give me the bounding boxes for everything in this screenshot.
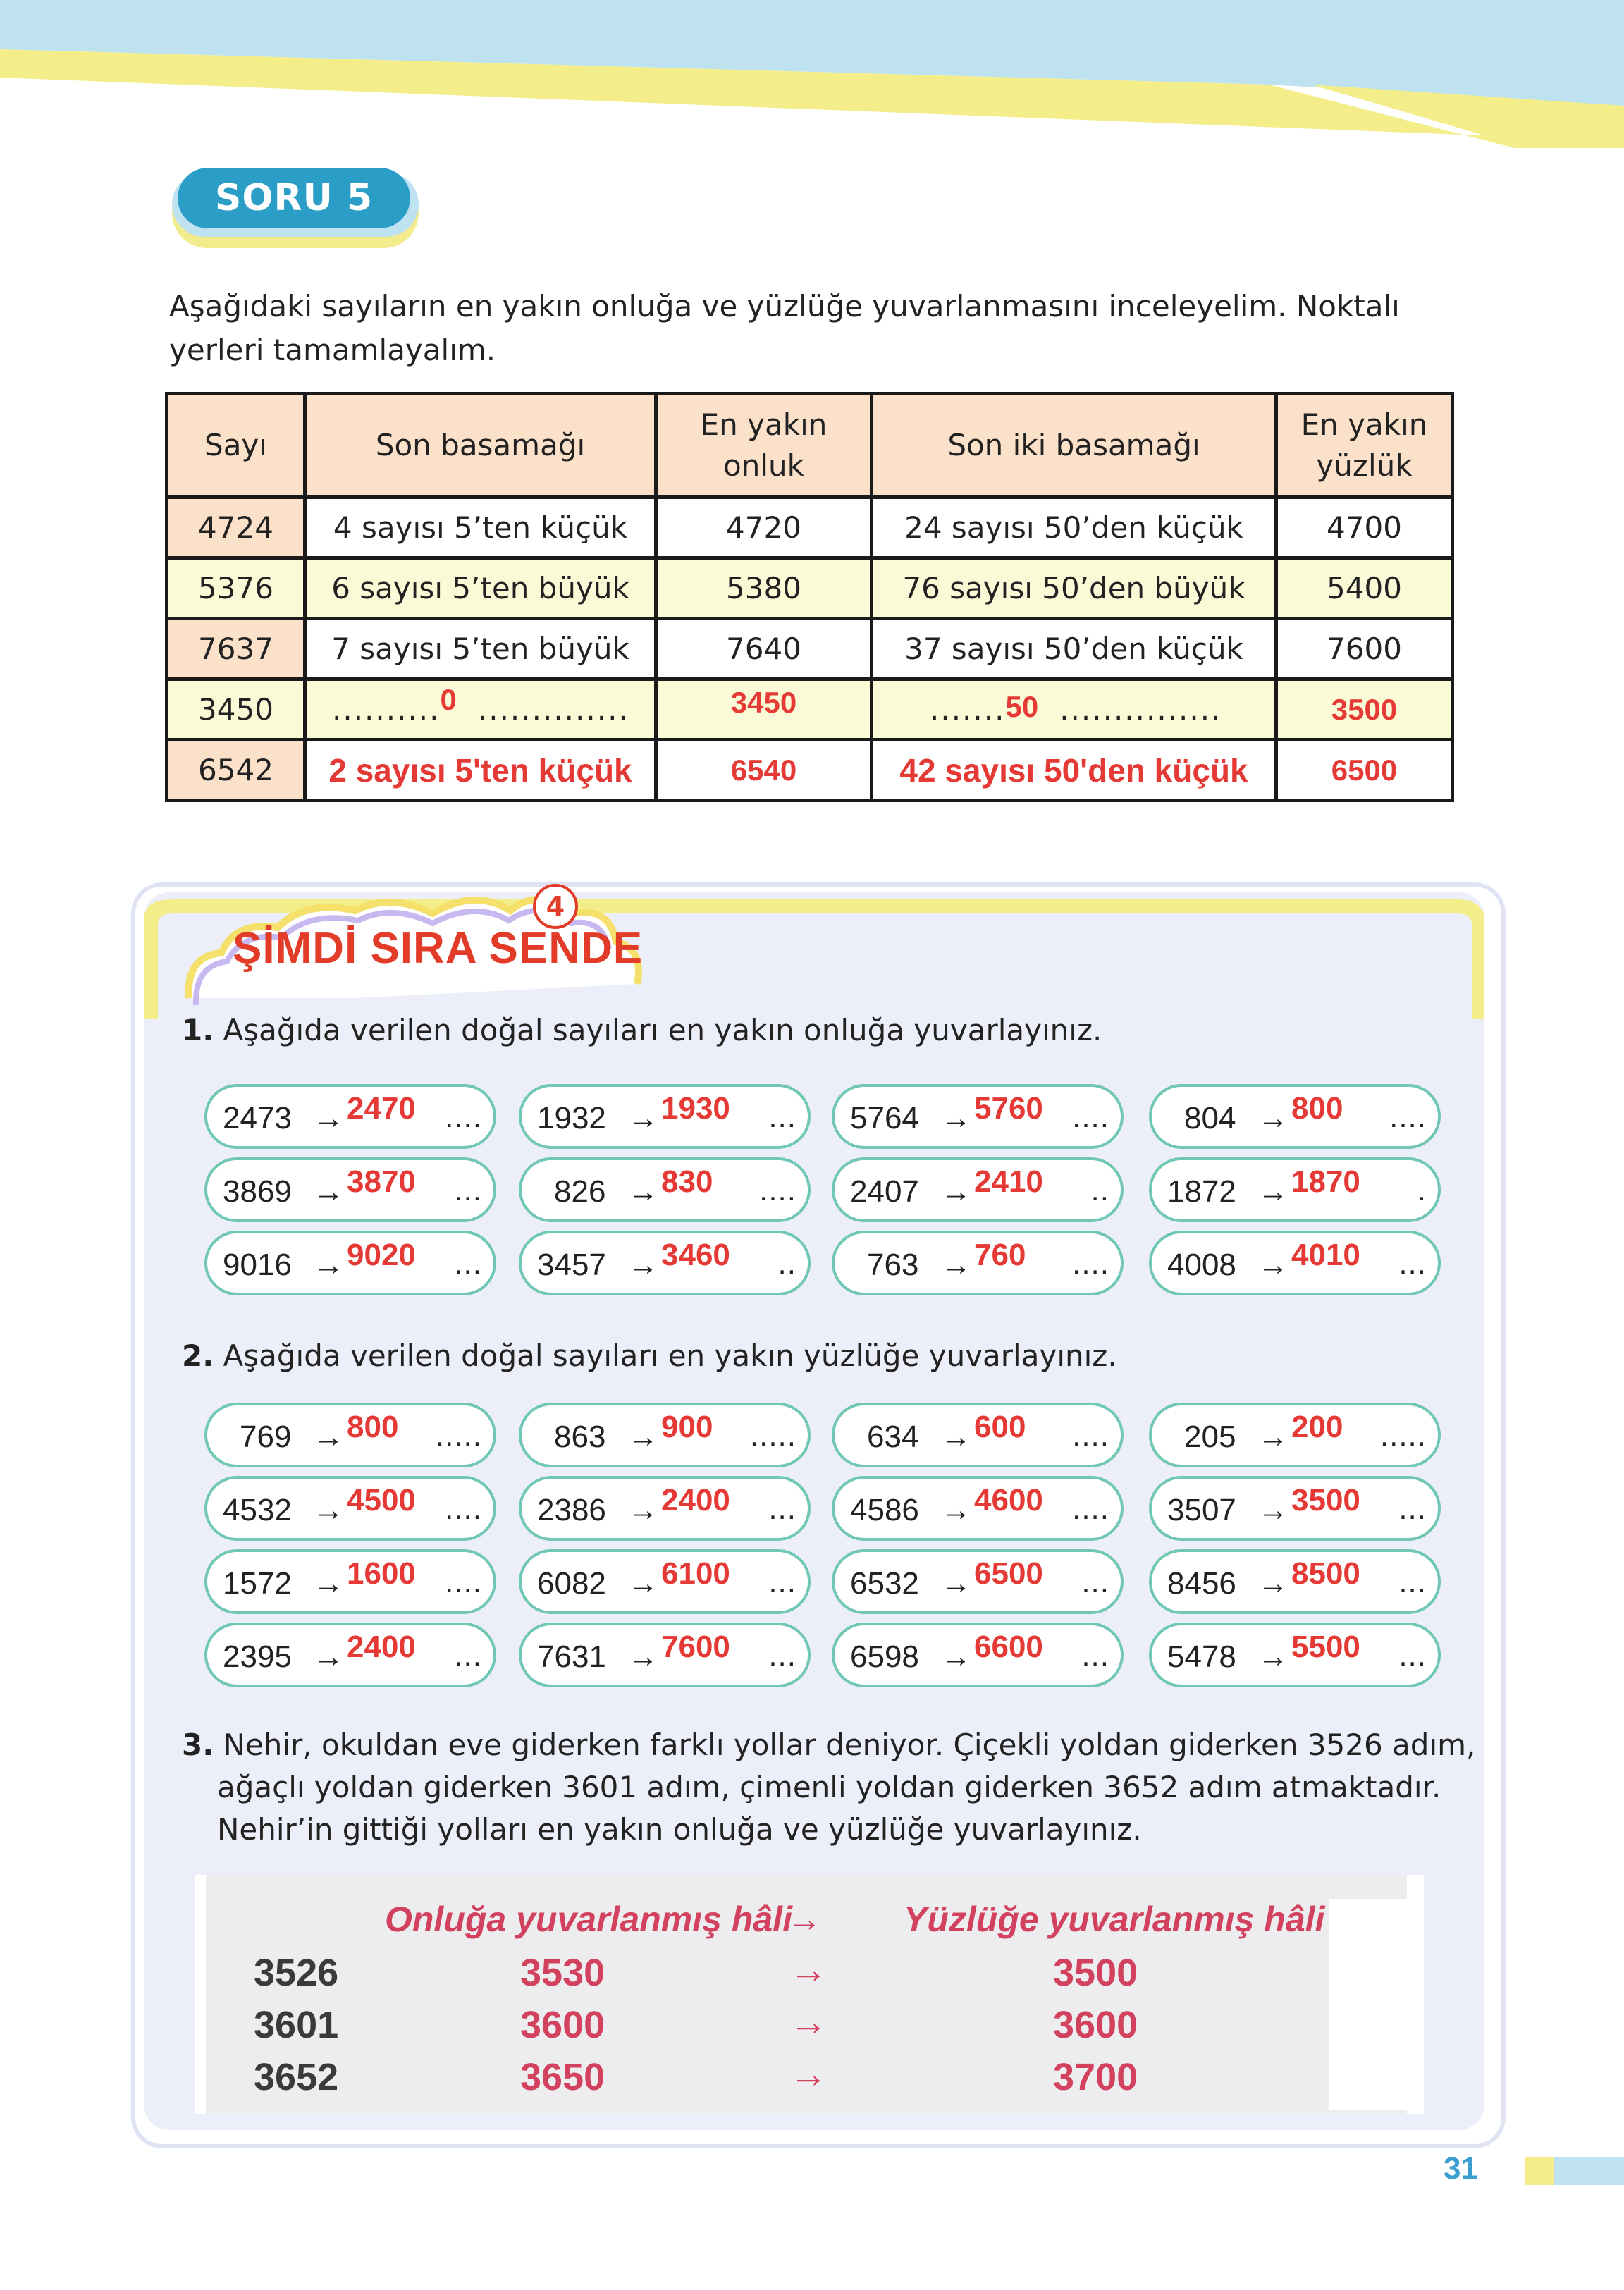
item-number: 5764 xyxy=(850,1101,919,1135)
q3-header-onluk: Onluğa yuvarlanmış hâli xyxy=(385,1900,792,1939)
item-answer: 800 xyxy=(1291,1091,1343,1126)
q3-row-arrow: → xyxy=(789,2053,828,2095)
item-dots: ... xyxy=(1398,1246,1427,1281)
arrow-icon: → xyxy=(1257,1493,1288,1527)
item-answer: 2410 xyxy=(974,1164,1043,1199)
arrow-icon: → xyxy=(1257,1566,1288,1601)
header-en-yakin-onluk: En yakın onluk xyxy=(656,394,872,498)
item-dots: ..... xyxy=(1379,1418,1427,1453)
question-1 xyxy=(182,1009,1102,1052)
q3-row-yuzluk: 3700 xyxy=(1053,2056,1138,2098)
rounding-item[interactable] xyxy=(1149,1549,1441,1614)
arrow-icon: → xyxy=(940,1174,971,1209)
q3-answer-table xyxy=(195,1875,1424,2114)
question-3 xyxy=(182,1724,1486,1851)
arrow-icon: → xyxy=(940,1493,971,1527)
question-1-text: Aşağıda verilen doğal sayıları en yakın onluğa yuvarlayınız. xyxy=(223,1013,1102,1047)
item-dots: ... xyxy=(768,1491,796,1526)
q3-row-number: 3652 xyxy=(254,2056,339,2098)
item-dots: .. xyxy=(777,1246,796,1281)
item-dots: ... xyxy=(454,1246,482,1281)
rounding-item[interactable] xyxy=(519,1476,811,1541)
question-2-text: Aşağıda verilen doğal sayıları en yakın yüzlüğe yuvarlayınız. xyxy=(223,1338,1117,1373)
rounding-item[interactable] xyxy=(1149,1084,1441,1149)
cell-soniki-fill[interactable]: 42 sayısı 50'den küçük xyxy=(872,740,1277,801)
arrow-icon: → xyxy=(1257,1639,1288,1674)
item-answer: 1600 xyxy=(347,1556,416,1591)
item-answer: 9020 xyxy=(347,1238,416,1272)
item-number: 769 xyxy=(240,1420,292,1454)
badge-number: 4 xyxy=(533,884,578,929)
arrow-icon: → xyxy=(313,1420,344,1454)
cell-sayi: 7637 xyxy=(167,619,305,679)
arrow-icon: → xyxy=(940,1566,971,1601)
table-row xyxy=(167,558,1453,619)
item-number: 6532 xyxy=(850,1566,919,1601)
item-answer: 1930 xyxy=(661,1091,730,1126)
item-number: 863 xyxy=(554,1420,606,1454)
arrow-icon: → xyxy=(627,1101,658,1135)
item-dots: .... xyxy=(445,1491,482,1526)
rounding-item[interactable] xyxy=(519,1157,811,1222)
question-3-number: 3. xyxy=(182,1728,214,1762)
rounding-item[interactable] xyxy=(832,1403,1124,1467)
item-dots: .... xyxy=(445,1565,482,1599)
item-answer: 2400 xyxy=(347,1630,416,1664)
item-answer: 800 xyxy=(347,1410,399,1444)
item-number: 2473 xyxy=(223,1101,292,1135)
item-answer: 5760 xyxy=(974,1091,1043,1126)
item-number: 3507 xyxy=(1167,1493,1236,1527)
item-answer: 5500 xyxy=(1291,1630,1360,1664)
rounding-item[interactable] xyxy=(519,1549,811,1614)
arrow-icon: → xyxy=(313,1101,344,1135)
rounding-item[interactable] xyxy=(204,1157,496,1222)
item-number: 9016 xyxy=(223,1248,292,1282)
arrow-icon: → xyxy=(940,1639,971,1674)
q3-row-yuzluk: 3500 xyxy=(1053,1952,1138,1994)
cell-yuzluk: 4700 xyxy=(1277,498,1453,558)
header-en-yakin-yuzluk: En yakın yüzlük xyxy=(1277,394,1453,498)
arrow-icon: → xyxy=(940,1101,971,1135)
item-dots: ... xyxy=(1398,1638,1427,1673)
table-row xyxy=(167,740,1453,801)
q3-row-onluk: 3650 xyxy=(520,2056,605,2098)
cell-sayi: 6542 xyxy=(167,740,305,801)
rounding-item[interactable] xyxy=(1149,1403,1441,1467)
rounding-item[interactable] xyxy=(204,1084,496,1149)
rounding-item[interactable] xyxy=(519,1231,811,1295)
item-number: 4008 xyxy=(1167,1248,1236,1282)
arrow-icon: → xyxy=(1257,1248,1288,1282)
panel-title: ŞİMDİ SIRA SENDE xyxy=(233,924,644,973)
item-dots: .... xyxy=(759,1173,796,1207)
cell-onluk-fill[interactable]: 3450 xyxy=(656,679,872,740)
question-3-text: Nehir, okuldan eve giderken farklı yollar deniyor. Çiçekli yoldan giderken 3526 adım, ağaçlı yoldan giderken 3601 adım, çimenli yoldan giderken 3652 adım atmaktadır. Nehir’in gittiği yolları en yakın onluğa ve yüzlüğe yuvarlayınız. xyxy=(217,1728,1476,1847)
item-number: 1572 xyxy=(223,1566,292,1601)
table-row xyxy=(167,619,1453,679)
item-dots: .... xyxy=(1389,1100,1427,1134)
item-number: 634 xyxy=(867,1420,919,1454)
item-dots: ... xyxy=(454,1638,482,1673)
cell-sayi: 4724 xyxy=(167,498,305,558)
item-answer: 2400 xyxy=(661,1483,730,1518)
q3-header-yuzluk: Yüzlüğe yuvarlanmış hâli xyxy=(904,1900,1325,1939)
arrow-icon: → xyxy=(627,1493,658,1527)
item-dots: ... xyxy=(768,1565,796,1599)
arrow-icon: → xyxy=(313,1493,344,1527)
rounding-item[interactable] xyxy=(832,1157,1124,1222)
item-number: 763 xyxy=(867,1248,919,1282)
q3-row-arrow: → xyxy=(789,1949,828,1991)
item-answer: 4010 xyxy=(1291,1238,1360,1272)
item-answer: 7600 xyxy=(661,1630,730,1664)
item-number: 6598 xyxy=(850,1639,919,1674)
arrow-icon: → xyxy=(940,1248,971,1282)
item-answer: 6100 xyxy=(661,1556,730,1591)
item-answer: 6500 xyxy=(974,1556,1043,1591)
question-2-number: 2. xyxy=(182,1338,214,1373)
item-number: 4586 xyxy=(850,1493,919,1527)
item-number: 205 xyxy=(1184,1420,1236,1454)
item-answer: 900 xyxy=(661,1410,713,1444)
rounding-item[interactable] xyxy=(519,1403,811,1467)
item-number: 4532 xyxy=(223,1493,292,1527)
rounding-item[interactable] xyxy=(204,1476,496,1541)
cell-yuzluk-fill[interactable]: 3500 xyxy=(1277,679,1453,740)
item-number: 2407 xyxy=(850,1174,919,1209)
cell-soniki: 24 sayısı 50’den küçük xyxy=(872,498,1277,558)
rounding-item[interactable] xyxy=(1149,1476,1441,1541)
arrow-icon: → xyxy=(627,1639,658,1674)
item-number: 1872 xyxy=(1167,1174,1236,1209)
rounding-item[interactable] xyxy=(1149,1157,1441,1222)
header-sayi: Sayı xyxy=(167,394,305,498)
arrow-icon: → xyxy=(313,1174,344,1209)
rounding-table xyxy=(165,392,1454,802)
item-dots: .... xyxy=(445,1100,482,1134)
item-answer: 4500 xyxy=(347,1483,416,1518)
item-number: 3869 xyxy=(223,1174,292,1209)
item-dots: ... xyxy=(768,1100,796,1134)
rounding-item[interactable] xyxy=(519,1084,811,1149)
item-number: 7631 xyxy=(537,1639,606,1674)
header-son-basamak: Son basamağı xyxy=(305,394,656,498)
arrow-icon: → xyxy=(1257,1101,1288,1135)
item-answer: 3870 xyxy=(347,1164,416,1199)
item-number: 5478 xyxy=(1167,1639,1236,1674)
q3-row-number: 3526 xyxy=(254,1952,339,1994)
item-answer: 600 xyxy=(974,1410,1026,1444)
arrow-icon: → xyxy=(627,1420,658,1454)
item-dots: .... xyxy=(1072,1246,1109,1281)
page-strip xyxy=(1525,2157,1554,2185)
cell-son-fill[interactable]: ..........0 .............. xyxy=(305,679,656,740)
rounding-item[interactable] xyxy=(1149,1623,1441,1687)
table-row xyxy=(167,679,1453,740)
item-number: 8456 xyxy=(1167,1566,1236,1601)
item-number: 826 xyxy=(554,1174,606,1209)
top-decorative-band xyxy=(0,0,1624,148)
page-strip xyxy=(1554,2157,1624,2185)
rounding-item[interactable] xyxy=(204,1549,496,1614)
cell-onluk: 5380 xyxy=(656,558,872,619)
rounding-item[interactable] xyxy=(204,1403,496,1467)
rounding-item[interactable] xyxy=(832,1549,1124,1614)
rounding-item[interactable] xyxy=(832,1231,1124,1295)
item-dots: .... xyxy=(1072,1100,1109,1134)
cell-son: 6 sayısı 5’ten büyük xyxy=(305,558,656,619)
item-answer: 2470 xyxy=(347,1091,416,1126)
rounding-item[interactable] xyxy=(832,1623,1124,1687)
q3-row-number: 3601 xyxy=(254,2004,339,2046)
item-dots: ..... xyxy=(435,1418,482,1453)
arrow-icon: → xyxy=(313,1566,344,1601)
cell-sayi: 5376 xyxy=(167,558,305,619)
item-answer: 8500 xyxy=(1291,1556,1360,1591)
cell-soniki-fill[interactable]: .......50 ............... xyxy=(872,679,1277,740)
q3-row-yuzluk: 3600 xyxy=(1053,2004,1138,2046)
item-answer: 3460 xyxy=(661,1238,730,1272)
item-dots: .... xyxy=(1072,1418,1109,1453)
intro-text: Aşağıdaki sayıların en yakın onluğa ve yüzlüğe yuvarlanmasını inceleyelim. Noktalı yerleri tamamlayalım. xyxy=(169,289,1400,367)
arrow-icon: → xyxy=(627,1566,658,1601)
item-answer: 4600 xyxy=(974,1483,1043,1518)
rounding-item[interactable] xyxy=(204,1623,496,1687)
item-answer: 830 xyxy=(661,1164,713,1199)
item-dots: ... xyxy=(1398,1565,1427,1599)
item-answer: 760 xyxy=(974,1238,1026,1272)
cell-yuzluk: 5400 xyxy=(1277,558,1453,619)
rounding-item[interactable] xyxy=(204,1231,496,1295)
item-number: 1932 xyxy=(537,1101,606,1135)
item-answer: 3500 xyxy=(1291,1483,1360,1518)
cell-yuzluk-fill[interactable]: 6500 xyxy=(1277,740,1453,801)
item-dots: ... xyxy=(454,1173,482,1207)
item-dots: ..... xyxy=(749,1418,796,1453)
item-dots: ... xyxy=(1398,1491,1427,1526)
cell-onluk: 4720 xyxy=(656,498,872,558)
cell-sayi: 3450 xyxy=(167,679,305,740)
rounding-item[interactable] xyxy=(832,1476,1124,1541)
table-row xyxy=(167,498,1453,558)
arrow-icon: → xyxy=(1257,1420,1288,1454)
item-dots: ... xyxy=(768,1638,796,1673)
item-number: 2395 xyxy=(223,1639,292,1674)
rounding-item[interactable] xyxy=(1149,1231,1441,1295)
item-dots: ... xyxy=(1081,1565,1109,1599)
cell-son: 4 sayısı 5’ten küçük xyxy=(305,498,656,558)
arrow-icon: → xyxy=(940,1420,971,1454)
page-number: 31 xyxy=(1444,2151,1478,2186)
item-answer: 6600 xyxy=(974,1630,1043,1664)
question-2 xyxy=(182,1335,1117,1377)
item-number: 804 xyxy=(1184,1101,1236,1135)
arrow-icon: → xyxy=(313,1639,344,1674)
item-answer: 1870 xyxy=(1291,1164,1360,1199)
item-dots: . xyxy=(1417,1173,1427,1207)
item-number: 2386 xyxy=(537,1493,606,1527)
cell-soniki: 76 sayısı 50’den büyük xyxy=(872,558,1277,619)
item-dots: .. xyxy=(1090,1173,1109,1207)
cell-onluk-fill[interactable]: 6540 xyxy=(656,740,872,801)
q3-row-onluk: 3530 xyxy=(520,1952,605,1994)
item-number: 3457 xyxy=(537,1248,606,1282)
cell-soniki: 37 sayısı 50’den küçük xyxy=(872,619,1277,679)
rounding-item[interactable] xyxy=(519,1623,811,1687)
rounding-item[interactable] xyxy=(832,1084,1124,1149)
header-son-iki-basamak: Son iki basamağı xyxy=(872,394,1277,498)
cell-son: 7 sayısı 5’ten büyük xyxy=(305,619,656,679)
item-number: 6082 xyxy=(537,1566,606,1601)
q3-row-arrow: → xyxy=(789,2001,828,2043)
q3-row-onluk: 3600 xyxy=(520,2004,605,2046)
arrow-icon: → xyxy=(627,1248,658,1282)
item-dots: ... xyxy=(1081,1638,1109,1673)
cell-son-fill[interactable]: 2 sayısı 5'ten küçük xyxy=(305,740,656,801)
item-dots: .... xyxy=(1072,1491,1109,1526)
q3-header-arrow: → xyxy=(787,1900,822,1939)
question-1-number: 1. xyxy=(182,1013,214,1047)
arrow-icon: → xyxy=(1257,1174,1288,1209)
arrow-icon: → xyxy=(627,1174,658,1209)
question-badge-label: SORU 5 xyxy=(178,168,410,228)
cell-yuzluk: 7600 xyxy=(1277,619,1453,679)
arrow-icon: → xyxy=(313,1248,344,1282)
question-badge xyxy=(172,168,419,247)
item-answer: 200 xyxy=(1291,1410,1343,1444)
cell-onluk: 7640 xyxy=(656,619,872,679)
